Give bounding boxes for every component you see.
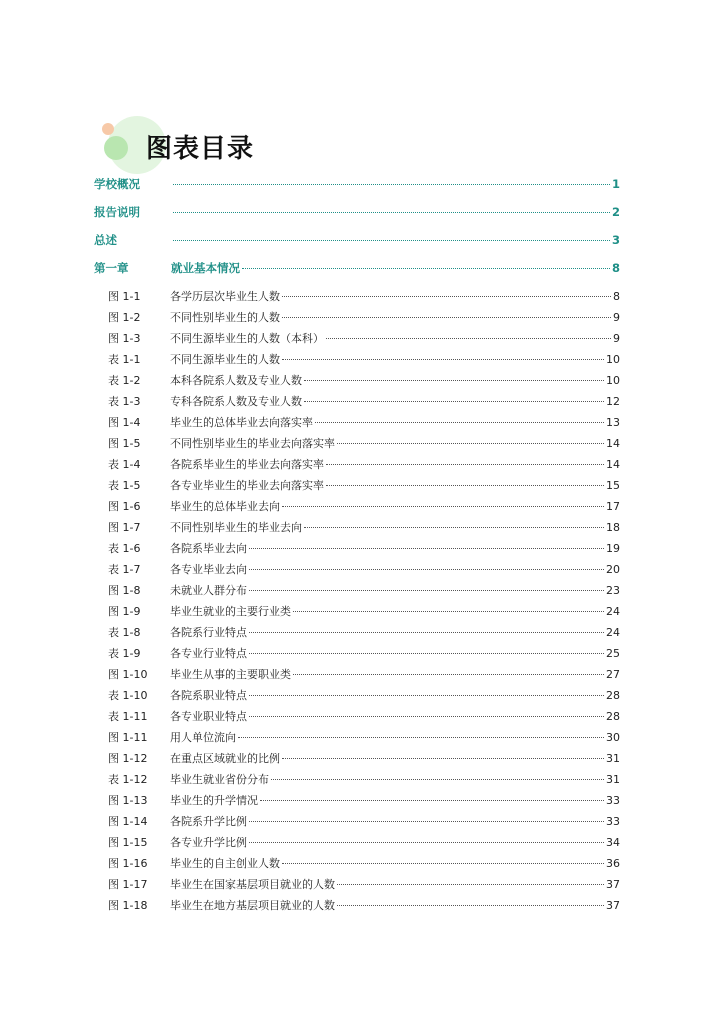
toc-entry-title: 专科各院系人数及专业人数 [170,395,302,408]
figure-table-list [94,288,620,918]
toc-entry-item[interactable] [94,309,620,330]
toc-entry-item[interactable] [94,603,620,624]
dot-leader [326,485,604,486]
dot-leader [282,296,611,297]
dot-leader [282,317,611,318]
toc-entry-title: 毕业生的总体毕业去向落实率 [170,416,313,429]
toc-entry-title: 未就业人群分布 [170,584,247,597]
toc-entry-label: 表 1-1 [108,353,141,366]
toc-entry-page: 33 [606,815,620,828]
toc-entry-page: 15 [606,479,620,492]
toc-entry-page: 36 [606,857,620,870]
toc-entry-item[interactable] [94,792,620,813]
dot-leader [293,611,604,612]
toc-entry-title: 毕业生就业的主要行业类 [170,605,291,618]
toc-entry-title: 各院系职业特点 [170,689,247,702]
toc-entry-item[interactable] [94,666,620,687]
toc-entry-item[interactable] [94,834,620,855]
toc-entry-label: 表 1-9 [108,647,141,660]
dot-leader [173,212,610,213]
toc-entry-title: 各院系升学比例 [170,815,247,828]
toc-entry-title: 毕业生在国家基层项目就业的人数 [170,878,335,891]
toc-entry-title: 毕业生在地方基层项目就业的人数 [170,899,335,912]
toc-entry-label: 图 1-18 [108,899,148,912]
toc-entry-label: 图 1-2 [108,311,141,324]
toc-entry-label: 图 1-1 [108,290,141,303]
toc-entry-title: 用人单位流向 [170,731,236,744]
toc-entry-page: 14 [606,458,620,471]
toc-entry-label: 表 1-4 [108,458,141,471]
toc-entry-title: 各院系行业特点 [170,626,247,639]
toc-entry-title: 各专业行业特点 [170,647,247,660]
toc-entry-item[interactable] [94,645,620,666]
toc-entry-title: 各学历层次毕业生人数 [170,290,280,303]
dot-leader [249,653,604,654]
toc-entry-item[interactable] [94,393,620,414]
toc-entry-page: 24 [606,626,620,639]
toc-entry-title: 毕业生的总体毕业去向 [170,500,280,513]
toc-entry-label: 图 1-9 [108,605,141,618]
decorative-circle-orange [102,123,114,135]
dot-leader [271,779,604,780]
toc-entry-label: 图 1-13 [108,794,148,807]
toc-entry-title: 各专业职业特点 [170,710,247,723]
toc-entry-page: 33 [606,794,620,807]
toc-entry-title: 就业基本情况 [171,261,240,275]
toc-entry-page: 24 [606,605,620,618]
toc-entry-item[interactable] [94,582,620,603]
toc-entry-title: 本科各院系人数及专业人数 [170,374,302,387]
toc-entry-page: 34 [606,836,620,849]
toc-entry-page: 37 [606,899,620,912]
toc-entry-page: 9 [613,332,620,345]
dot-leader [337,884,604,885]
dot-leader [260,800,604,801]
toc-entry-label: 报告说明 [94,205,140,219]
toc-entry-label: 图 1-14 [108,815,148,828]
toc-entry-title: 毕业生就业省份分布 [170,773,269,786]
dot-leader [249,590,604,591]
dot-leader [249,821,604,822]
toc-entry-label: 图 1-11 [108,731,148,744]
toc-entry-label: 图 1-4 [108,416,141,429]
toc-entry-title: 不同性别毕业生的毕业去向 [170,521,302,534]
toc-entry-report-notes[interactable] [94,204,620,232]
toc-entry-label: 表 1-7 [108,563,141,576]
dot-leader [249,569,604,570]
table-of-contents [94,176,620,918]
toc-entry-label: 学校概况 [94,177,140,191]
toc-entry-label: 图 1-5 [108,437,141,450]
toc-entry-page: 13 [606,416,620,429]
toc-entry-item[interactable] [94,435,620,456]
toc-entry-page: 9 [613,311,620,324]
toc-entry-page: 23 [606,584,620,597]
toc-entry-label: 表 1-8 [108,626,141,639]
toc-entry-item[interactable] [94,750,620,771]
toc-entry-item[interactable] [94,519,620,540]
toc-entry-item[interactable] [94,729,620,750]
toc-entry-page: 1 [611,177,620,191]
toc-entry-label: 表 1-10 [108,689,148,702]
toc-entry-item[interactable] [94,477,620,498]
toc-entry-label: 总述 [94,233,117,247]
toc-entry-page: 8 [613,290,620,303]
dot-leader [238,737,604,738]
toc-entry-label: 第一章 [94,261,129,275]
toc-entry-item[interactable] [94,561,620,582]
toc-entry-page: 20 [606,563,620,576]
toc-entry-title: 各专业毕业去向 [170,563,247,576]
toc-entry-label: 图 1-12 [108,752,148,765]
toc-entry-label: 表 1-3 [108,395,141,408]
toc-entry-title: 在重点区域就业的比例 [170,752,280,765]
toc-entry-page: 27 [606,668,620,681]
toc-entry-label: 图 1-8 [108,584,141,597]
toc-entry-label: 表 1-12 [108,773,148,786]
dot-leader [282,359,604,360]
toc-entry-item[interactable] [94,771,620,792]
toc-entry-label: 图 1-3 [108,332,141,345]
toc-entry-page: 19 [606,542,620,555]
toc-entry-page: 37 [606,878,620,891]
dot-leader [173,184,610,185]
toc-entry-title: 不同性别毕业生的毕业去向落实率 [170,437,335,450]
dot-leader [249,842,604,843]
toc-entry-title: 毕业生的升学情况 [170,794,258,807]
toc-entry-item[interactable] [94,540,620,561]
dot-leader [293,674,604,675]
toc-entry-label: 图 1-10 [108,668,148,681]
dot-leader [326,464,604,465]
toc-entry-label: 图 1-6 [108,500,141,513]
toc-entry-page: 28 [606,710,620,723]
toc-entry-page: 3 [611,233,620,247]
toc-entry-school-overview[interactable] [94,176,620,204]
toc-entry-page: 2 [611,205,620,219]
toc-entry-page: 25 [606,647,620,660]
dot-leader [249,632,604,633]
toc-entry-item[interactable] [94,855,620,876]
dot-leader [249,716,604,717]
toc-entry-page: 8 [611,261,620,275]
dot-leader [282,758,604,759]
dot-leader [337,905,604,906]
dot-leader [304,527,604,528]
toc-entry-title: 毕业生的自主创业人数 [170,857,280,870]
toc-entry-page: 10 [606,374,620,387]
toc-entry-page: 12 [606,395,620,408]
toc-entry-item[interactable] [94,897,620,918]
toc-entry-page: 30 [606,731,620,744]
page-title: 图表目录 [146,134,255,164]
toc-entry-page: 31 [606,773,620,786]
toc-entry-label: 表 1-11 [108,710,148,723]
dot-leader [242,268,610,269]
dot-leader [304,401,604,402]
toc-entry-title: 不同生源毕业生的人数 [170,353,280,366]
toc-entry-item[interactable] [94,624,620,645]
toc-entry-label: 图 1-17 [108,878,148,891]
toc-entry-chapter-1[interactable] [94,260,620,288]
toc-entry-label: 图 1-15 [108,836,148,849]
toc-entry-title: 各专业升学比例 [170,836,247,849]
toc-entry-page: 28 [606,689,620,702]
dot-leader [337,443,604,444]
toc-entry-item[interactable] [94,414,620,435]
toc-entry-label: 表 1-6 [108,542,141,555]
dot-leader [315,422,604,423]
toc-entry-item[interactable] [94,372,620,393]
toc-entry-page: 17 [606,500,620,513]
toc-entry-title: 毕业生从事的主要职业类 [170,668,291,681]
toc-entry-page: 14 [606,437,620,450]
toc-entry-page: 18 [606,521,620,534]
dot-leader [282,863,604,864]
toc-entry-item[interactable] [94,456,620,477]
toc-entry-title: 各院系毕业去向 [170,542,247,555]
toc-entry-summary[interactable] [94,232,620,260]
toc-entry-label: 表 1-5 [108,479,141,492]
toc-entry-item[interactable] [94,876,620,897]
toc-entry-item[interactable] [94,708,620,729]
dot-leader [326,338,611,339]
toc-entry-title: 不同生源毕业生的人数（本科） [170,332,324,345]
toc-entry-title: 不同性别毕业生的人数 [170,311,280,324]
toc-entry-item[interactable] [94,687,620,708]
dot-leader [173,240,610,241]
toc-entry-item[interactable] [94,813,620,834]
dot-leader [282,506,604,507]
toc-entry-item[interactable] [94,288,620,309]
toc-entry-page: 10 [606,353,620,366]
toc-entry-page: 31 [606,752,620,765]
toc-entry-label: 图 1-16 [108,857,148,870]
decorative-circle-green [104,136,128,160]
toc-entry-item[interactable] [94,330,620,351]
dot-leader [249,548,604,549]
toc-entry-title: 各院系毕业生的毕业去向落实率 [170,458,324,471]
toc-entry-item[interactable] [94,351,620,372]
toc-entry-label: 图 1-7 [108,521,141,534]
dot-leader [249,695,604,696]
dot-leader [304,380,604,381]
toc-entry-item[interactable] [94,498,620,519]
toc-entry-label: 表 1-2 [108,374,141,387]
toc-entry-title: 各专业毕业生的毕业去向落实率 [170,479,324,492]
